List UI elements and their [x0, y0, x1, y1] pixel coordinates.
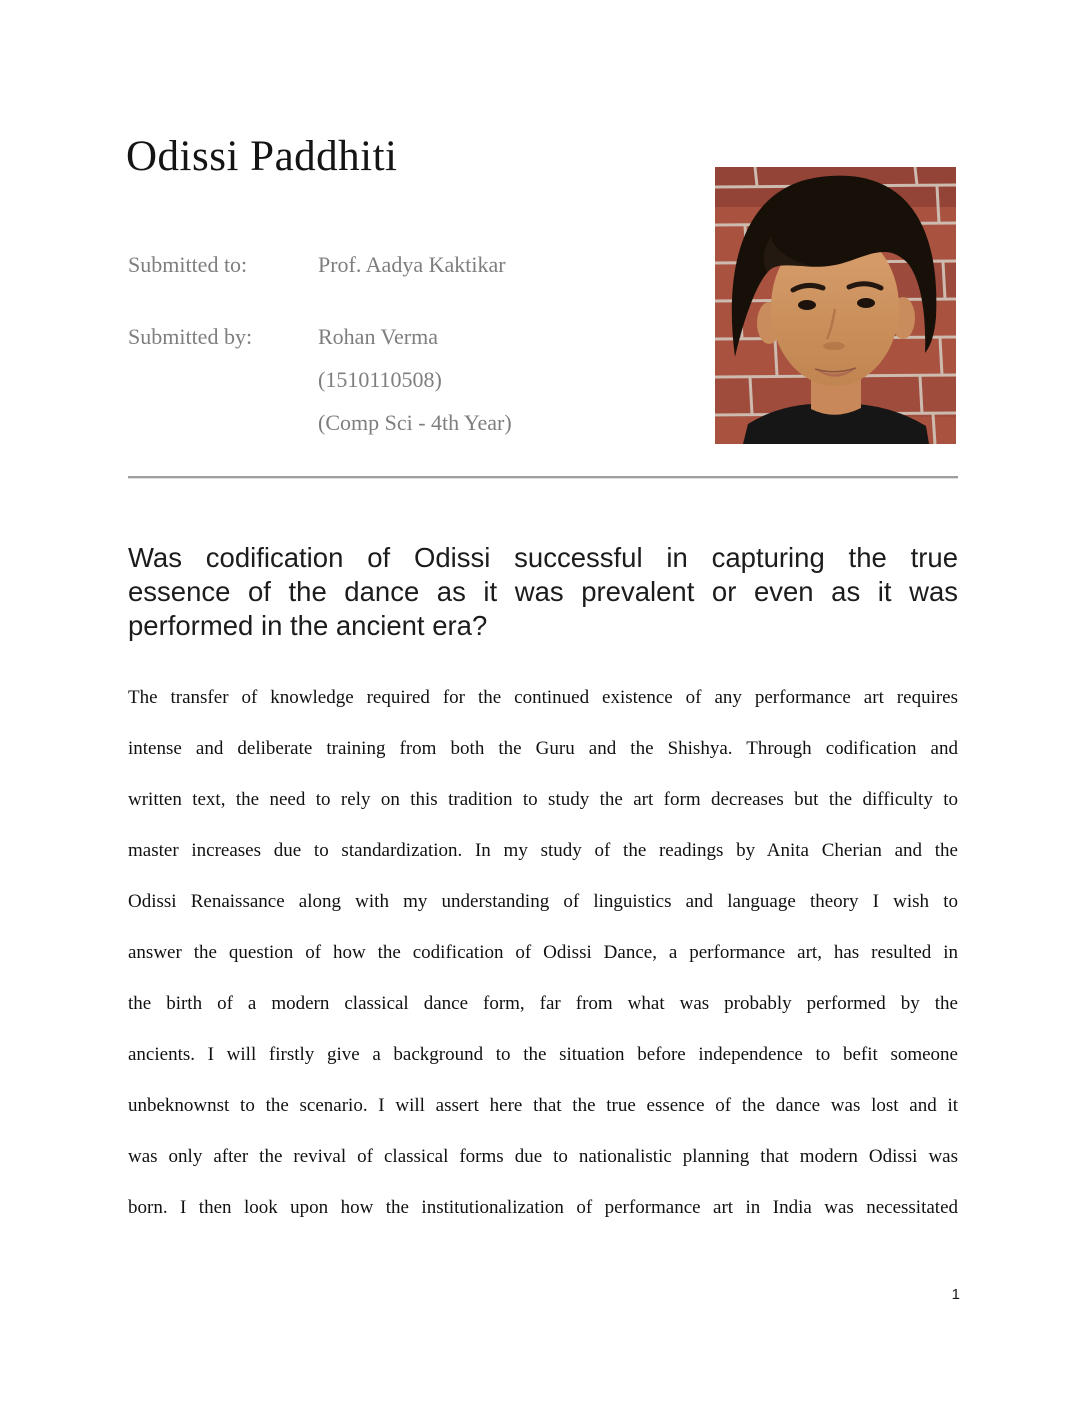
body-line: written text, the need to rely on this tradition to study the art form decreases but the difficulty to: [128, 789, 958, 810]
submission-block: [128, 243, 688, 444]
page-number: 1: [951, 1286, 960, 1303]
question-heading-line: essence of the dance as it was prevalent or even as it was: [128, 576, 958, 607]
question-heading-line: performed in the ancient era?: [128, 610, 488, 641]
submitted-by-label: Submitted by:: [128, 324, 253, 349]
submitted-to-value: Prof. Aadya Kaktikar: [318, 252, 506, 277]
student-portrait-photo: [715, 167, 956, 444]
submitted-by-program: (Comp Sci - 4th Year): [318, 410, 512, 435]
question-heading: [128, 541, 958, 643]
body-line: was only after the revival of classical forms due to nationalistic planning that modern Odissi was: [128, 1146, 958, 1167]
body-line: the birth of a modern classical dance form, far from what was probably performed by the: [128, 993, 958, 1014]
page-title: Odissi Paddhiti: [126, 133, 398, 180]
submitted-to-row: [128, 243, 688, 286]
submitted-by-name: Rohan Verma: [318, 324, 438, 349]
body-line: intense and deliberate training from both the Guru and the Shishya. Through codification and: [128, 738, 958, 759]
body-paragraph: [128, 672, 958, 1233]
submitted-by-row: [128, 315, 688, 444]
body-line: The transfer of knowledge required for the continued existence of any performance art requires: [128, 687, 958, 708]
body-line: answer the question of how the codification of Odissi Dance, a performance art, has resulted in: [128, 942, 958, 963]
body-line: master increases due to standardization. In my study of the readings by Anita Cherian and the: [128, 840, 958, 861]
portrait-illustration: [715, 167, 956, 444]
body-line: ancients. I will firstly give a background to the situation before independence to befit someone: [128, 1044, 958, 1065]
horizontal-rule: [128, 476, 958, 479]
body-line: unbeknownst to the scenario. I will assert here that the true essence of the dance was lost and it: [128, 1095, 958, 1116]
submitted-to-label: Submitted to:: [128, 252, 248, 277]
question-heading-line: Was codification of Odissi successful in capturing the true: [128, 542, 958, 573]
submitted-by-value: [318, 315, 688, 444]
body-line: born. I then look upon how the institutionalization of performance art in India was necessitated: [128, 1197, 958, 1218]
submitted-by-roll-number: (1510110508): [318, 367, 442, 392]
body-line: Odissi Renaissance along with my understanding of linguistics and language theory I wish to: [128, 891, 958, 912]
